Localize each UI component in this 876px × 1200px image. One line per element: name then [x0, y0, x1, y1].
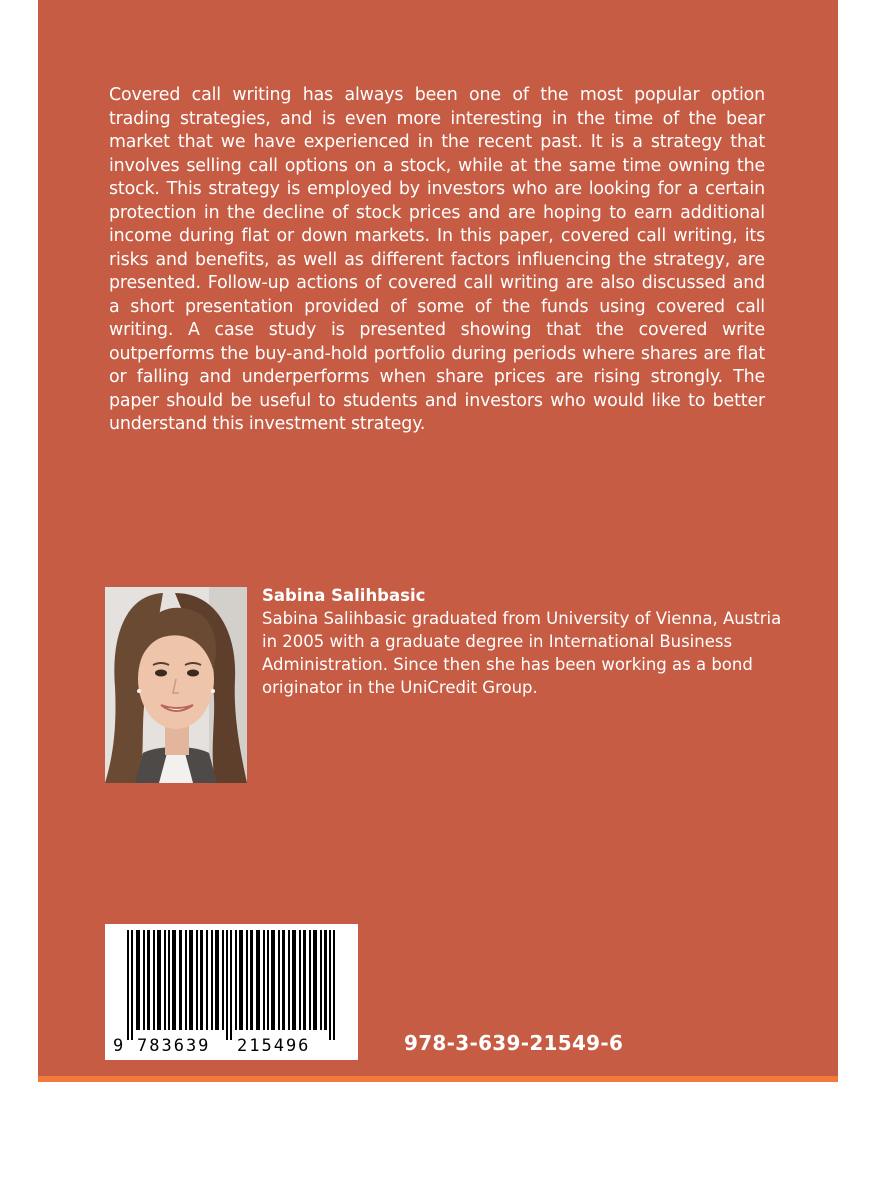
author-photo — [105, 587, 247, 783]
author-name: Sabina Salihbasic — [262, 586, 426, 605]
isbn-number: 978-3-639-21549-6 — [404, 1031, 624, 1055]
barcode-digits-left: 783639 — [137, 1036, 211, 1056]
author-bio: Sabina Salihbasic graduated from University of Vienna, Austria in 2005 with a graduate degree in International Business Administration. Since then she has been working as a bond originator in the UniCredit Group. — [262, 609, 782, 697]
barcode-digits-right: 215496 — [237, 1036, 311, 1056]
barcode-bars — [127, 930, 335, 1040]
isbn-barcode — [105, 924, 358, 1060]
book-description: Covered call writing has always been one of the most popular option trading strategies, and is even more interesting in the time of the bear market that we have experienced in the recent past. It is a strategy that involves selling call options on a stock, while at the same time owning the stock. This strategy is employed by investors who are looking for a certain protection in the decline of stock prices and are hoping to earn additional income during flat or down markets. In this paper, covered call writing, its risks and benefits, as well as different factors influencing the strategy, are presented. Follow-up actions of covered call writing are also discussed and a short presentation provided of some of the funds using covered call writing. A case study is presented showing that the covered write outperforms the buy-and-hold portfolio during periods where shares are flat or falling and underperforms when share prices are rising strongly. The paper should be useful to students and investors who would like to better understand this investment strategy. — [109, 85, 765, 434]
barcode-digit-prefix: 9 — [113, 1036, 124, 1056]
bottom-stripe — [38, 1076, 838, 1082]
